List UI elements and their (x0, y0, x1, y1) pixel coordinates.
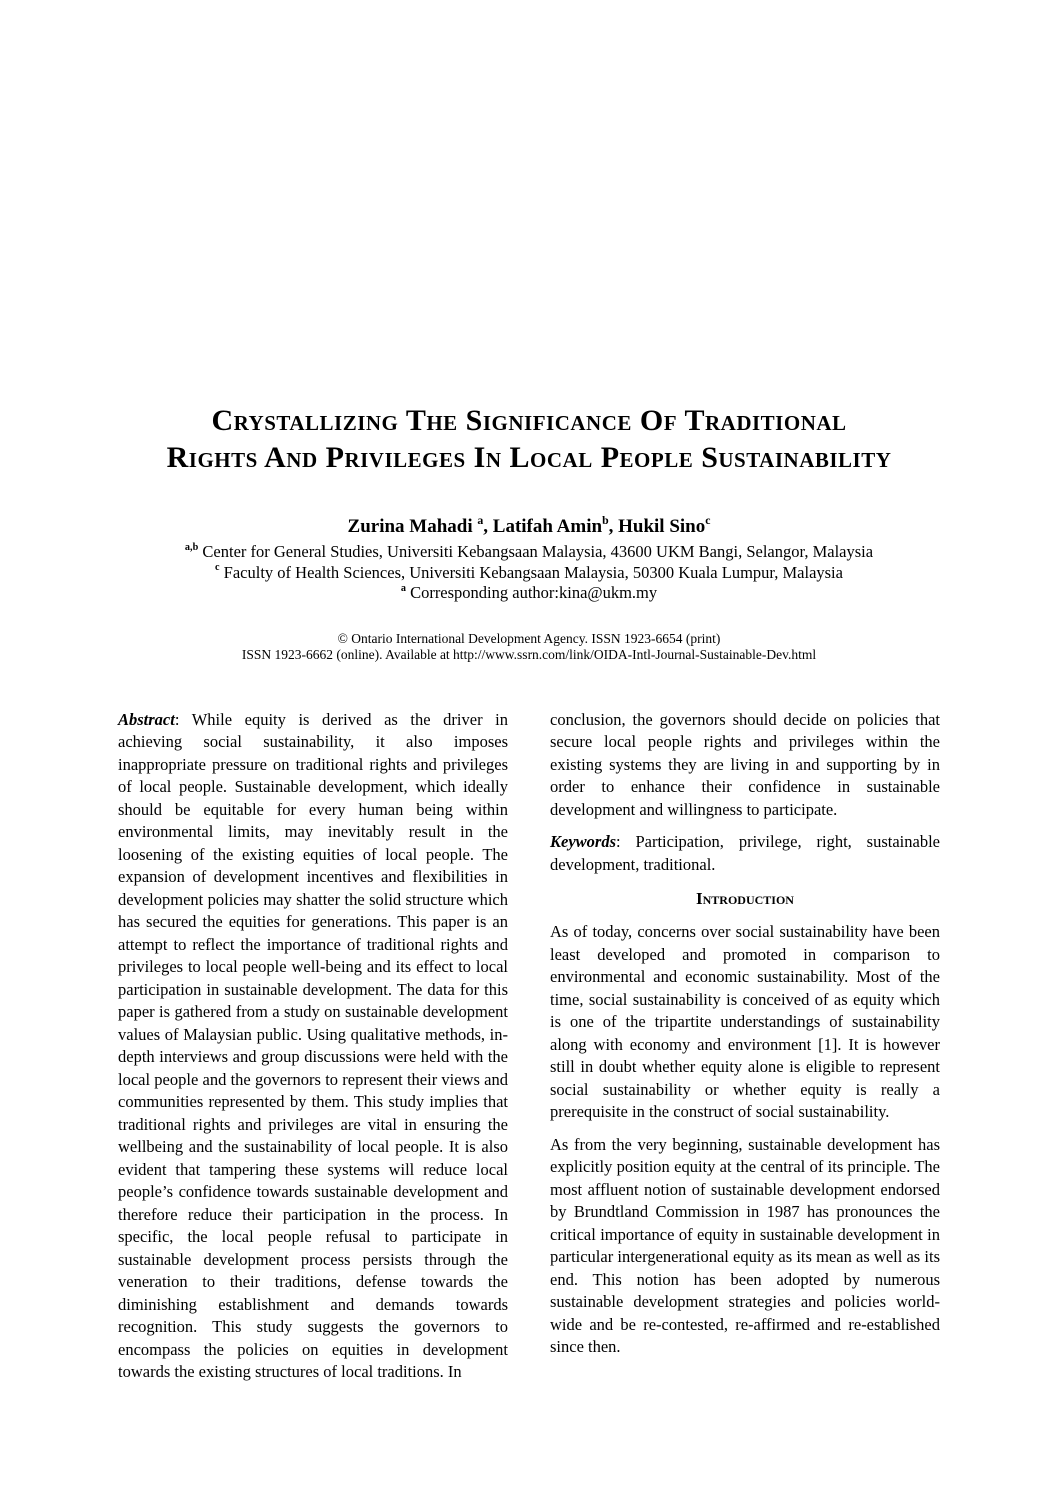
keywords-label: Keywords (550, 832, 616, 851)
affiliations-block (118, 542, 940, 604)
left-column (118, 709, 508, 1394)
affiliation-line-1 (118, 542, 940, 563)
two-column-body (118, 709, 940, 1394)
affiliation-text-2: Faculty of Health Sciences, Universiti Kebangsaan Malaysia, 50300 Kuala Lumpur, Malaysia (219, 562, 843, 582)
abstract-label: Abstract (118, 709, 175, 729)
affiliation-superscript-3: a (400, 582, 406, 594)
author-name-2: , Latifah Amin (483, 516, 603, 537)
keywords-text: : Participation, privilege, right, sustainable development, traditional. (550, 832, 940, 874)
affiliation-superscript-2: c (215, 562, 220, 573)
introduction-paragraph-1: As of today, concerns over social sustainability have been least developed and promoted in comparison to environmental and economic sustainability. Most of the time, social sustainability is conceived of as equity which is one of the tripartite understandings of sustainability along with economy and environment [1]. It is however still in doubt whether equity alone is eligible to represent social sustainability or whether equity is really a prerequisite in the construct of social sustainability. (550, 922, 940, 1121)
affiliation-text-1: Center for General Studies, Universiti Kebangsaan Malaysia, 43600 UKM Bangi, Selangor, Malaysia (198, 542, 874, 561)
title-line-1: Crystallizing The Significance Of Traditional (211, 404, 847, 437)
author-superscript-c: c (705, 513, 711, 527)
introduction-heading: Introduction (696, 889, 794, 908)
author-name-1: Zurina Mahadi (347, 516, 478, 537)
affiliation-line-2 (118, 563, 940, 584)
introduction-paragraph-2: As from the very beginning, sustainable development has explicitly position equity at the central of its principle. The most affluent notion of sustainable development endorsed by Brundtland Commission in 1987 has pronounces the critical importance of equity in sustainable development in particular intergenerational equity as its mean as well as its end. This notion has been adopted by numerous sustainable development strategies and policies world-wide and be re-contested, re-affirmed and re-established since then. (550, 1134, 940, 1356)
author-name-3: , Hukil Sino (608, 516, 706, 537)
paper-title (118, 402, 940, 476)
corresponding-author-text: Corresponding author:kina@ukm.my (405, 583, 658, 602)
author-superscript-a: a (477, 513, 484, 527)
author-superscript-b: b (602, 513, 609, 527)
title-line-2: Rights And Privileges In Local People Sustainability (166, 441, 892, 474)
abstract-text: : While equity is derived as the driver in achieving social sustainability, it also imposes inappropriate pressure on traditional rights and privileges of local people. Sustainable development, which ideally should be equitable for every human being within environmental limits, may inevitably result in the loosening of the existing equities of local people. The expansion of development incentives and flexibilities in development policies may shatter the solid structure which has secured the equities for generations. This paper is an attempt to reflect the importance of traditional rights and privileges to local people well-being and its effect to local participation in sustainable development. The data for this paper is gathered from a study on sustainable development values of Malaysian public. Using qualitative methods, in-depth interviews and group discussions were held with the local people and the governors to represent their views and communities represented by them. This study implies that traditional rights and privileges are vital in ensuring the wellbeing and the sustainability of local people. It is also evident that tampering these systems will reduce local people’s confidence towards sustainable development and therefore reduce their participation in the process. In specific, the local people refusal to participate in sustainable development process persists through the veneration to their traditions, defense towards the diminishing establishment and demands towards recognition. This study suggests the governors to encompass the policies on equities in development towards the existing structures of local traditions. In (118, 709, 508, 1381)
affiliation-superscript-1: a,b (184, 541, 199, 553)
paper-header (118, 402, 940, 663)
authors-line (118, 515, 940, 539)
abstract-paragraph (118, 709, 508, 1384)
copyright-line-1: © Ontario International Development Agency. ISSN 1923-6654 (print) (337, 630, 721, 646)
keywords-paragraph (550, 831, 940, 876)
affiliation-line-3 (118, 583, 940, 604)
abstract-continuation-paragraph: conclusion, the governors should decide on policies that secure local people rights and privileges within the existing systems they are living in and supporting by in order to enhance their confidence in sustainable development and willingness to participate. (550, 709, 940, 819)
right-column (550, 709, 940, 1394)
copyright-block (118, 631, 940, 663)
copyright-line-2: ISSN 1923-6662 (online). Available at http://www.ssrn.com/link/OIDA-Intl-Journal-Sustainable-Dev.html (241, 646, 817, 662)
